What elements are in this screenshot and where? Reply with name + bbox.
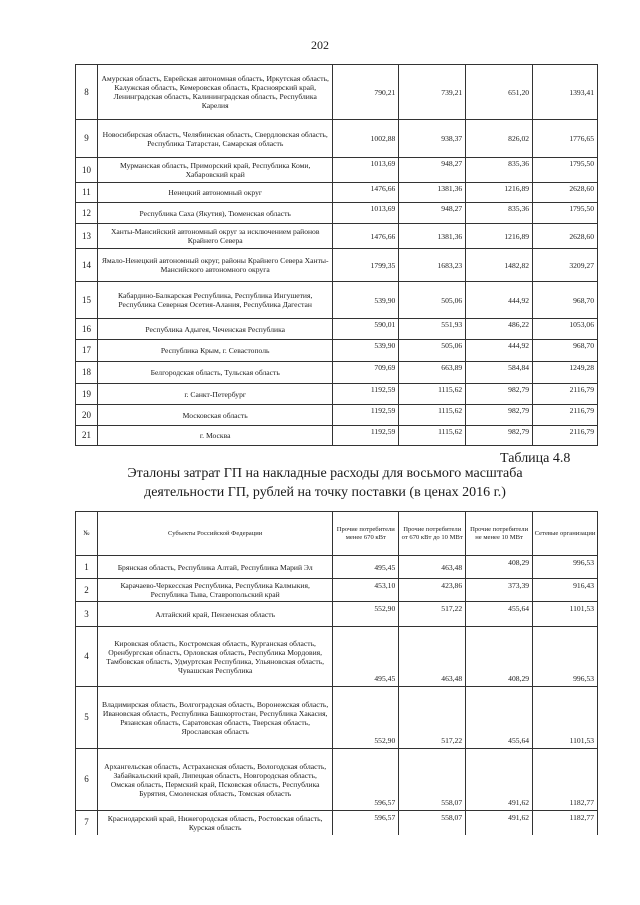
subject-cell: Кабардино-Балкарская Республика, Республика Ингушетия, Республика Северная Осетия-Алания, Республика Дагестан xyxy=(97,282,332,319)
header-number: № xyxy=(76,512,98,556)
subject-cell: г. Санкт-Петербург xyxy=(97,384,332,405)
value-cell: 463,48 xyxy=(399,627,466,687)
row-number: 13 xyxy=(76,224,98,249)
value-cell: 982,79 xyxy=(466,405,533,426)
row-number: 4 xyxy=(76,627,98,687)
value-cell: 1002,88 xyxy=(333,120,399,158)
value-cell: 1216,89 xyxy=(466,183,533,203)
value-cell: 938,37 xyxy=(399,120,466,158)
table-row xyxy=(76,426,598,446)
table-row xyxy=(76,282,598,319)
value-cell: 423,86 xyxy=(399,579,466,602)
value-cell: 558,07 xyxy=(399,749,466,811)
table-row xyxy=(76,158,598,183)
header-col-4: Сетевые организации xyxy=(533,512,598,556)
value-cell: 739,21 xyxy=(399,65,466,120)
value-cell: 1182,77 xyxy=(533,811,598,835)
value-cell: 558,07 xyxy=(399,811,466,835)
value-cell: 1795,50 xyxy=(533,158,598,183)
subject-cell: Московская область xyxy=(97,405,332,426)
value-cell: 1249,28 xyxy=(533,362,598,384)
row-number: 3 xyxy=(76,602,98,627)
subject-cell: Белгородская область, Тульская область xyxy=(97,362,332,384)
value-cell: 551,93 xyxy=(399,319,466,340)
subject-cell: Республика Адыгея, Чеченская Республика xyxy=(97,319,332,340)
row-number: 6 xyxy=(76,749,98,811)
value-cell: 1482,82 xyxy=(466,249,533,282)
subject-cell: Республика Саха (Якутия), Тюменская область xyxy=(97,203,332,224)
table-row xyxy=(76,384,598,405)
value-cell: 2116,79 xyxy=(533,426,598,446)
subject-cell: Новосибирская область, Челябинская область, Свердловская область, Республика Татарстан, Самарская область xyxy=(97,120,332,158)
value-cell: 373,39 xyxy=(466,579,533,602)
subject-cell: Ненецкий автономный округ xyxy=(97,183,332,203)
value-cell: 1192,59 xyxy=(333,426,399,446)
row-number: 17 xyxy=(76,340,98,362)
value-cell: 948,27 xyxy=(399,158,466,183)
table-row xyxy=(76,340,598,362)
value-cell: 2116,79 xyxy=(533,405,598,426)
value-cell: 486,22 xyxy=(466,319,533,340)
value-cell: 948,27 xyxy=(399,203,466,224)
value-cell: 453,10 xyxy=(333,579,399,602)
page-number: 202 xyxy=(311,38,329,52)
value-cell: 709,69 xyxy=(333,362,399,384)
subject-cell: Мурманская область, Приморский край, Республика Коми, Хабаровский край xyxy=(97,158,332,183)
value-cell: 552,90 xyxy=(333,687,399,749)
value-cell: 663,89 xyxy=(399,362,466,384)
value-cell: 539,90 xyxy=(333,282,399,319)
table-row xyxy=(76,249,598,282)
value-cell: 2628,60 xyxy=(533,224,598,249)
value-cell: 1115,62 xyxy=(399,426,466,446)
value-cell: 584,84 xyxy=(466,362,533,384)
subject-cell: Кировская область, Костромская область, Курганская область, Оренбургская область, Орловская область, Республика Мордовия, Тамбовская область, Удмуртская Республика, Ульяновская область, Чувашская Республика xyxy=(97,627,332,687)
overhead-standards-table xyxy=(75,511,598,835)
value-cell: 590,01 xyxy=(333,319,399,340)
value-cell: 552,90 xyxy=(333,602,399,627)
value-cell: 455,64 xyxy=(466,687,533,749)
header-col-3: Прочие потребители не менее 10 МВт xyxy=(466,512,533,556)
subject-cell: Карачаево-Черкесская Республика, Республика Калмыкия, Республика Тыва, Ставропольский край xyxy=(97,579,332,602)
row-number: 1 xyxy=(76,556,98,579)
value-cell: 1192,59 xyxy=(333,384,399,405)
value-cell: 968,70 xyxy=(533,340,598,362)
value-cell: 982,79 xyxy=(466,426,533,446)
subject-cell: Владимирская область, Волгоградская область, Воронежская область, Ивановская область, Республика Башкортостан, Республика Хакасия, Рязанская область, Саратовская область, Тверская область, Ярославская область xyxy=(97,687,332,749)
table-row xyxy=(76,811,598,835)
subject-cell: Алтайский край, Пензенская область xyxy=(97,602,332,627)
row-number: 12 xyxy=(76,203,98,224)
row-number: 16 xyxy=(76,319,98,340)
value-cell: 1053,06 xyxy=(533,319,598,340)
value-cell: 491,62 xyxy=(466,749,533,811)
value-cell: 996,53 xyxy=(533,556,598,579)
table-row xyxy=(76,602,598,627)
value-cell: 517,22 xyxy=(399,687,466,749)
value-cell: 1101,53 xyxy=(533,602,598,627)
row-number: 9 xyxy=(76,120,98,158)
value-cell: 996,53 xyxy=(533,627,598,687)
value-cell: 1182,77 xyxy=(533,749,598,811)
value-cell: 495,45 xyxy=(333,556,399,579)
value-cell: 1381,36 xyxy=(399,224,466,249)
table-label: Таблица 4.8 xyxy=(500,451,571,466)
header-col-2: Прочие потребители от 670 кВт до 10 МВт xyxy=(399,512,466,556)
value-cell: 539,90 xyxy=(333,340,399,362)
table-row xyxy=(76,556,598,579)
value-cell: 1192,59 xyxy=(333,405,399,426)
subject-cell: Брянская область, Республика Алтай, Республика Марий Эл xyxy=(97,556,332,579)
row-number: 15 xyxy=(76,282,98,319)
value-cell: 968,70 xyxy=(533,282,598,319)
value-cell: 2116,79 xyxy=(533,384,598,405)
row-number: 21 xyxy=(76,426,98,446)
value-cell: 1115,62 xyxy=(399,405,466,426)
value-cell: 1476,66 xyxy=(333,183,399,203)
value-cell: 495,45 xyxy=(333,627,399,687)
value-cell: 1115,62 xyxy=(399,384,466,405)
value-cell: 916,43 xyxy=(533,579,598,602)
subject-cell: г. Москва xyxy=(97,426,332,446)
value-cell: 408,29 xyxy=(466,627,533,687)
row-number: 20 xyxy=(76,405,98,426)
value-cell: 1381,36 xyxy=(399,183,466,203)
table-row xyxy=(76,183,598,203)
row-number: 11 xyxy=(76,183,98,203)
regional-overhead-table-continued xyxy=(75,64,598,446)
header-col-1: Прочие потребители менее 670 кВт xyxy=(333,512,399,556)
value-cell: 1795,50 xyxy=(533,203,598,224)
row-number: 7 xyxy=(76,811,98,835)
value-cell: 1013,69 xyxy=(333,158,399,183)
value-cell: 982,79 xyxy=(466,384,533,405)
value-cell: 517,22 xyxy=(399,602,466,627)
value-cell: 1393,41 xyxy=(533,65,598,120)
table-row xyxy=(76,319,598,340)
table-row xyxy=(76,687,598,749)
value-cell: 1683,23 xyxy=(399,249,466,282)
value-cell: 1013,69 xyxy=(333,203,399,224)
value-cell: 596,57 xyxy=(333,749,399,811)
row-number: 5 xyxy=(76,687,98,749)
value-cell: 790,21 xyxy=(333,65,399,120)
table-row xyxy=(76,405,598,426)
value-cell: 1476,66 xyxy=(333,224,399,249)
table-row xyxy=(76,627,598,687)
value-cell: 1216,89 xyxy=(466,224,533,249)
subject-cell: Архангельская область, Астраханская область, Вологодская область, Забайкальский край, Липецкая область, Новгородская область, Омская область, Пермский край, Псковская область, Республика Бурятия, Смоленская область, Томская область xyxy=(97,749,332,811)
value-cell: 505,06 xyxy=(399,282,466,319)
subject-cell: Республика Крым, г. Севастополь xyxy=(97,340,332,362)
value-cell: 1799,35 xyxy=(333,249,399,282)
table-row xyxy=(76,362,598,384)
value-cell: 491,62 xyxy=(466,811,533,835)
value-cell: 826,02 xyxy=(466,120,533,158)
value-cell: 444,92 xyxy=(466,340,533,362)
table-row xyxy=(76,579,598,602)
header-subject: Субъекты Российской Федерации xyxy=(97,512,332,556)
table-row xyxy=(76,65,598,120)
subject-cell: Амурская область, Еврейская автономная область, Иркутская область, Калужская область, Кемеровская область, Красноярский край, Ленинградская область, Калининградская область, Республика Карелия xyxy=(97,65,332,120)
subject-cell: Краснодарский край, Нижегородская область, Ростовская область, Курская область xyxy=(97,811,332,835)
row-number: 2 xyxy=(76,579,98,602)
row-number: 18 xyxy=(76,362,98,384)
value-cell: 505,06 xyxy=(399,340,466,362)
value-cell: 455,64 xyxy=(466,602,533,627)
value-cell: 408,29 xyxy=(466,556,533,579)
value-cell: 835,36 xyxy=(466,203,533,224)
table-row xyxy=(76,224,598,249)
value-cell: 1776,65 xyxy=(533,120,598,158)
value-cell: 463,48 xyxy=(399,556,466,579)
value-cell: 1101,53 xyxy=(533,687,598,749)
table-title: Эталоны затрат ГП на накладные расходы для восьмого масштаба деятельности ГП, рублей на точку поставки (в ценах 2016 г.) xyxy=(127,466,523,500)
table-row xyxy=(76,203,598,224)
value-cell: 2628,60 xyxy=(533,183,598,203)
table-row xyxy=(76,120,598,158)
value-cell: 444,92 xyxy=(466,282,533,319)
subject-cell: Ямало-Ненецкий автономный округ, районы Крайнего Севера Ханты-Мансийского автономного округа xyxy=(97,249,332,282)
value-cell: 596,57 xyxy=(333,811,399,835)
value-cell: 3209,27 xyxy=(533,249,598,282)
value-cell: 835,36 xyxy=(466,158,533,183)
row-number: 10 xyxy=(76,158,98,183)
table-header-row xyxy=(76,512,598,556)
row-number: 19 xyxy=(76,384,98,405)
row-number: 8 xyxy=(76,65,98,120)
subject-cell: Ханты-Мансийский автономный округ за исключением районов Крайнего Севера xyxy=(97,224,332,249)
row-number: 14 xyxy=(76,249,98,282)
table-row xyxy=(76,749,598,811)
value-cell: 651,20 xyxy=(466,65,533,120)
